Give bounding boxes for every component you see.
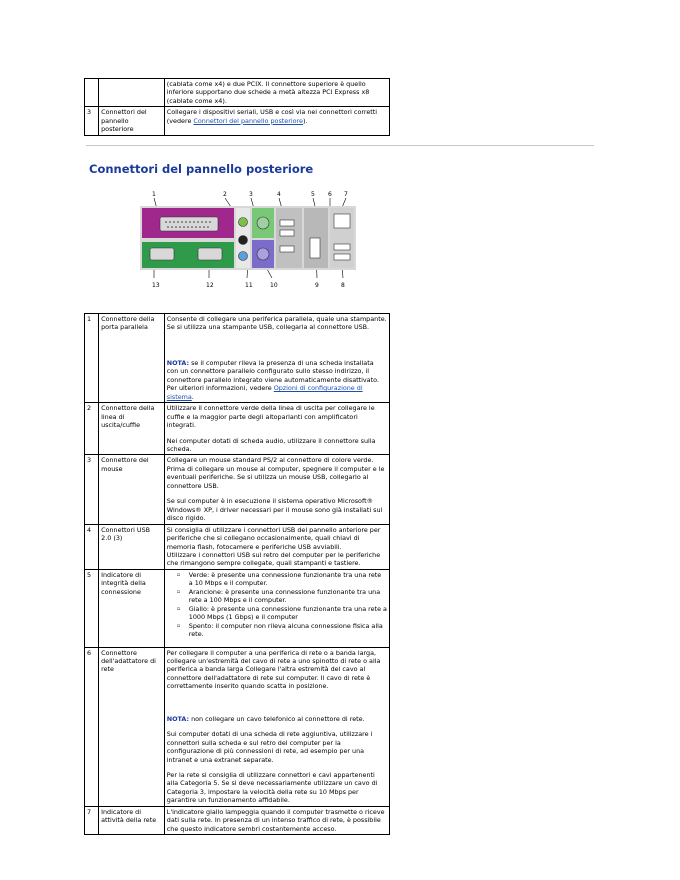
row-label: Connettore del mouse (99, 455, 165, 524)
row-number: 6 (85, 647, 99, 806)
row-label: Indicatore di attività della rete (99, 806, 165, 834)
row-number: 3 (85, 107, 99, 135)
connectors-table (84, 313, 390, 835)
network-connector (334, 214, 350, 228)
row-description (164, 569, 389, 647)
list-item: ▫ Giallo: è presente una connessione funzionante tra una rete a 1000 Mbps (1 Gbps) e il computer (179, 605, 387, 622)
row-label: Connettore della porta parallela (99, 314, 165, 403)
table-row (85, 524, 390, 569)
row-description (164, 403, 389, 455)
desc-paragraph: Utilizzare il connettore verde della linea di uscita per collegare le cuffie e la maggior parte degli altoparlanti con amplificatori integrati. (166, 404, 375, 430)
table-row (85, 569, 390, 647)
row-description: (cablata come x4) e due PCIX. Il connettore superiore è quello inferiore supportano due schede a metà altezza PCI Express x8 (cablate come x4). (164, 79, 389, 107)
desc-paragraph: Per collegare il computer a una periferica di rete o a banda larga, collegare un'estremità del cavo di rete a uno spinotto di rete o alla periferica a banda larga Collegare l'altra estremità del cavo al connettore dell'adattatore di rete sul computer. Il cavo di rete è correttamente inserito quando scatta in posizione. (166, 648, 381, 691)
callout-4: 4 (277, 191, 281, 198)
top-table (84, 78, 390, 136)
row-number: 1 (85, 314, 99, 403)
row-label: Indicatore di integrità della connessione (99, 569, 165, 647)
usb-area (276, 208, 302, 268)
note-text: non collegare un cavo telefonico al connettore di rete. (189, 714, 365, 723)
section-title: Connettori del pannello posteriore (89, 162, 314, 176)
line-in-jack (239, 236, 248, 245)
table-row (85, 314, 390, 403)
row-number: 2 (85, 403, 99, 455)
list-item: ▫ Spento: il computer non rileva alcuna connessione fisica alla rete. (179, 622, 387, 639)
row-description (164, 455, 389, 524)
desc-paragraph: Consente di collegare una periferica parallela, quale una stampante. Se si utilizza una stampante USB, collegarla al connettore USB. (166, 315, 387, 332)
row-number: 3 (85, 455, 99, 524)
rear-panel-link[interactable]: Connettori del pannello posteriore (193, 116, 303, 125)
desc-text-end: ). (302, 116, 308, 125)
callout-11: 11 (245, 282, 253, 288)
desc-paragraph: L'indicatore giallo lampeggia quando il computer trasmette o riceve dati sulla rete. In presenza di un intenso traffico di rete, è possibile che questo indicatore sembri costantemente acceso. (166, 807, 385, 833)
mic-jack (239, 252, 248, 261)
callout-12: 12 (206, 282, 214, 288)
note-label: NOTA: (166, 358, 190, 367)
desc-paragraph: Sui computer dotati di una scheda di rete aggiuntiva, utilizzare i connettori sulla scheda e sul retro del computer per la configurazione di più connessioni di rete, ad esempio per una intranet e una extranet separate. (166, 730, 373, 764)
desc-paragraph: Nei computer dotati di scheda audio, utilizzare il connettore sulla scheda. (166, 436, 376, 453)
row-description (164, 647, 389, 806)
table-row (85, 647, 390, 806)
callout-5: 5 (311, 191, 315, 198)
list-item: ▫ Verde: è presente una connessione funzionante tra una rete a 10 Mbps e il computer. (179, 571, 387, 588)
table-row (85, 107, 390, 135)
link-status-list (167, 571, 387, 639)
note-end: . (191, 392, 194, 401)
note-paragraph (167, 359, 387, 401)
desc-paragraph: Per la rete si consiglia di utilizzare connettori e cavi appartenenti alla Categoria 5. Se si deve necessariamente utilizzare un cavo di Categoria 3, impostare la velocità della rete su 10 Mbps per garantire un funzionamento affidabile. (166, 771, 378, 805)
row-number: 5 (85, 569, 99, 647)
desc-text: Collegare i dispositivi seriali, USB e così via nei connettori corretti (vedere (166, 108, 378, 125)
system-setup-link[interactable]: Opzioni di configurazione di sistema (166, 384, 363, 401)
row-label: Connettore dell'adattatore di rete (99, 647, 165, 806)
table-row (85, 806, 390, 834)
desc-paragraph: Collegare un mouse standard PS/2 al connettore di colore verde. Prima di collegare un mouse al computer, spegnere il computer e le eventuali periferiche. Se si utilizza un mouse USB, collegarlo al connettore USB. (166, 456, 385, 490)
row-label (99, 79, 165, 107)
note-paragraph (167, 715, 387, 723)
callout-1: 1 (152, 191, 156, 198)
row-description (164, 107, 389, 135)
row-description (164, 524, 389, 569)
callout-3: 3 (249, 191, 253, 198)
row-number: 4 (85, 524, 99, 569)
row-label: Connettore della linea di uscita/cuffie (99, 403, 165, 455)
list-item: ▫ Arancione: è presente una connessione funzionante tra una rete a 100 Mbps e il computer. (179, 588, 387, 605)
rear-panel-figure (138, 186, 368, 288)
desc-paragraph: Si consiglia di utilizzare i connettori USB del pannello anteriore per periferiche che si collegano occasionalmente, quali chiavi di memoria flash, fotocamere e periferiche USB avviabili. (166, 525, 381, 551)
table-row (85, 403, 390, 455)
row-number: 7 (85, 806, 99, 834)
row-number (85, 79, 99, 107)
desc-paragraph: Utilizzare i connettori USB sul retro del computer per le periferiche che rimangono sempre collegate, quali stampanti e tastiere. (166, 550, 381, 568)
section-divider (86, 145, 594, 146)
row-description (164, 806, 389, 834)
callout-8: 8 (341, 282, 345, 288)
callout-13: 13 (152, 282, 160, 288)
row-label: Connettori USB 2.0 (3) (99, 524, 165, 569)
callout-6: 6 (328, 191, 332, 198)
table-row (85, 455, 390, 524)
callout-7: 7 (344, 191, 348, 198)
callout-9: 9 (315, 282, 319, 288)
row-description (164, 314, 389, 403)
desc-paragraph: Se sul computer è in esecuzione il sistema operativo Microsoft® Windows® XP, i driver necessari per il mouse sono già installati sul disco rigido. (166, 497, 383, 523)
note-label: NOTA: (166, 714, 190, 723)
callout-2: 2 (223, 191, 227, 198)
table-row (85, 79, 390, 107)
row-label: Connettori del pannello posteriore (99, 107, 165, 135)
line-out-jack (239, 218, 248, 227)
callout-10: 10 (270, 282, 278, 288)
note-text: se il computer rileva la presenza di una scheda installata con un connettore parallelo configurato sullo stesso indirizzo, il connettore parallelo integrato viene automaticamente disattivato. Per ulteriori informazioni, vedere (166, 358, 379, 393)
